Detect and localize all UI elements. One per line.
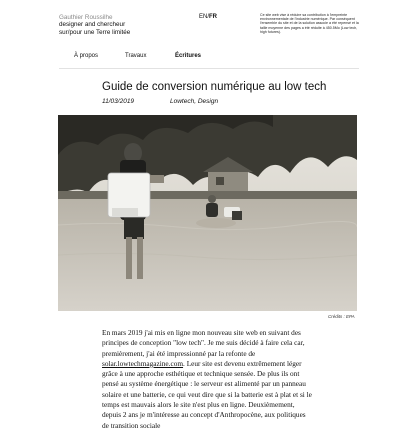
lowtech-magazine-link[interactable]: solar.lowtechmagazine.com: [102, 358, 184, 368]
site-name-link[interactable]: Gauthier Roussilhe: [59, 14, 113, 21]
nav-work[interactable]: Travaux: [125, 53, 147, 59]
nav-writings[interactable]: Écritures: [175, 53, 202, 59]
article-date: 11/03/2019: [102, 98, 135, 105]
tagline-line-2: sur/pour une Terre limitée: [59, 28, 131, 36]
lang-en-link[interactable]: EN: [199, 14, 208, 20]
language-switcher: [199, 14, 217, 21]
lang-fr-link[interactable]: FR: [209, 14, 218, 20]
photo-credit: Crédits : EPA: [328, 314, 355, 319]
flood-photo: [58, 115, 357, 311]
article-body: [102, 328, 312, 431]
body-text-continued: . Leur site est devenu extrêmement léger grâce à une approche esthétique et technique sensée. De plus ils ont pensé au système énergétique : le serveur est alimenté par un panneau solaire et une batterie, ce qui veut dire que si la batterie est à plat et si le temps est mauvais alors le site n'est plus en ligne. Deuxièmement, depuis 2 ans je m'intéresse au concept d'Anthropocène, aux politiques de transition sociale: [102, 358, 312, 430]
tagline-line-1: designer and chercheur: [59, 21, 126, 28]
article-title: Guide de conversion numérique au low tech: [102, 81, 327, 93]
eco-notice: Ce site web vise à réduire sa contribution à l'empreinte environnementale de l'industrie numérique. Par conséquent l'ensemble du site et de la solution associe a été repensé et la taille moyenne des pages a été réduite à 450.5Mo (Low tech, high futures).: [260, 13, 359, 34]
main-nav: [0, 53, 415, 63]
body-text-start: En mars 2019 j'ai mis en ligne mon nouveau site web en suivant des principes de conception "low tech". Je me suis décidé à faire cela car, premièrement, j'ai été impressionné par la refonte de: [102, 328, 305, 358]
nav-divider: [59, 68, 359, 69]
lang-separator: /: [207, 14, 210, 20]
site-header: [0, 0, 415, 40]
article-tags[interactable]: Lowtech, Design: [170, 98, 219, 105]
site-tagline: [59, 21, 149, 36]
nav-about[interactable]: À propos: [74, 53, 99, 59]
